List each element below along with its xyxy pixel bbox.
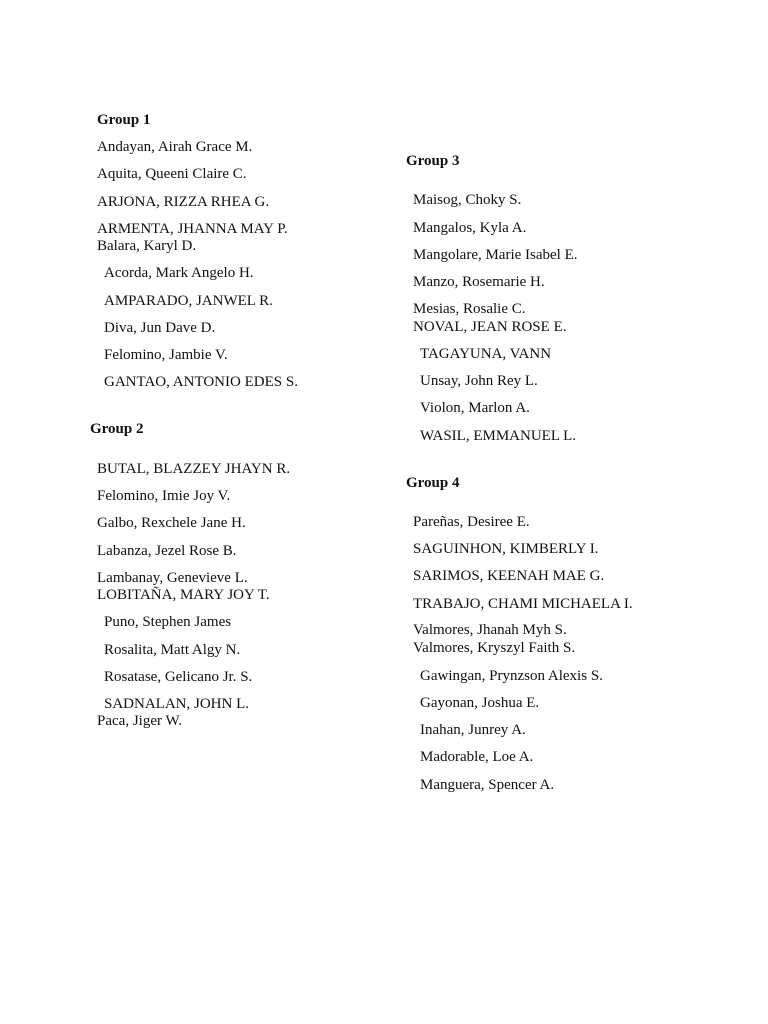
group-1-member: AMPARADO, JANWEL R.	[104, 293, 273, 309]
group-2-member: Labanza, Jezel Rose B.	[97, 543, 237, 559]
group-1-member: Andayan, Airah Grace M.	[97, 139, 253, 155]
group-2-member: LOBITAÑA, MARY JOY T.	[97, 587, 270, 603]
group-2-member: Puno, Stephen James	[104, 614, 232, 630]
group-2-member: Galbo, Rexchele Jane H.	[97, 515, 246, 531]
group-4-member: Valmores, Jhanah Myh S.	[413, 622, 567, 638]
group-3-heading: Group 3	[406, 153, 460, 169]
group-2-member: BUTAL, BLAZZEY JHAYN R.	[97, 461, 291, 477]
group-3-member: Mangalos, Kyla A.	[413, 220, 527, 236]
group-2-heading: Group 2	[90, 421, 144, 437]
group-3-member: Violon, Marlon A.	[420, 400, 530, 416]
group-4-heading: Group 4	[406, 475, 460, 491]
group-4-member: Valmores, Kryszyl Faith S.	[413, 640, 576, 656]
group-1-member: Acorda, Mark Angelo H.	[104, 265, 254, 281]
group-4-member: TRABAJO, CHAMI MICHAELA I.	[413, 596, 633, 612]
group-3-member: Mesias, Rosalie C.	[413, 301, 526, 317]
group-3-member: Manzo, Rosemarie H.	[413, 274, 545, 290]
group-1-member: Aquita, Queeni Claire C.	[97, 166, 247, 182]
group-1-heading: Group 1	[97, 112, 151, 128]
group-1-member: ARMENTA, JHANNA MAY P.	[97, 221, 288, 237]
group-2-member: Rosalita, Matt Algy N.	[104, 642, 241, 658]
group-3-member: TAGAYUNA, VANN	[420, 346, 552, 362]
group-1-member: Diva, Jun Dave D.	[104, 320, 216, 336]
group-1-member: Balara, Karyl D.	[97, 238, 197, 254]
group-4-member: Madorable, Loe A.	[420, 749, 534, 765]
group-3-member: Mangolare, Marie Isabel E.	[413, 247, 578, 263]
group-3-member: WASIL, EMMANUEL L.	[420, 428, 577, 444]
group-1-member: ARJONA, RIZZA RHEA G.	[97, 194, 270, 210]
group-2-member: SADNALAN, JOHN L.	[104, 696, 249, 712]
group-2-member: Rosatase, Gelicano Jr. S.	[104, 669, 253, 685]
group-2-member: Lambanay, Genevieve L.	[97, 570, 248, 586]
group-2-member: Felomino, Imie Joy V.	[97, 488, 231, 504]
group-1-member: GANTAO, ANTONIO EDES S.	[104, 374, 298, 390]
group-3-member: NOVAL, JEAN ROSE E.	[413, 319, 567, 335]
group-3-member: Unsay, John Rey L.	[420, 373, 538, 389]
group-4-member: Pareñas, Desiree E.	[413, 514, 530, 530]
group-3-member: Maisog, Choky S.	[413, 192, 522, 208]
group-4-member: Manguera, Spencer A.	[420, 777, 555, 793]
group-2-member: Paca, Jiger W.	[97, 713, 182, 729]
group-4-member: Gayonan, Joshua E.	[420, 695, 540, 711]
group-1-member: Felomino, Jambie V.	[104, 347, 228, 363]
group-4-member: Gawingan, Prynzson Alexis S.	[420, 668, 603, 684]
group-4-member: SARIMOS, KEENAH MAE G.	[413, 568, 605, 584]
group-4-member: Inahan, Junrey A.	[420, 722, 526, 738]
group-4-member: SAGUINHON, KIMBERLY I.	[413, 541, 599, 557]
